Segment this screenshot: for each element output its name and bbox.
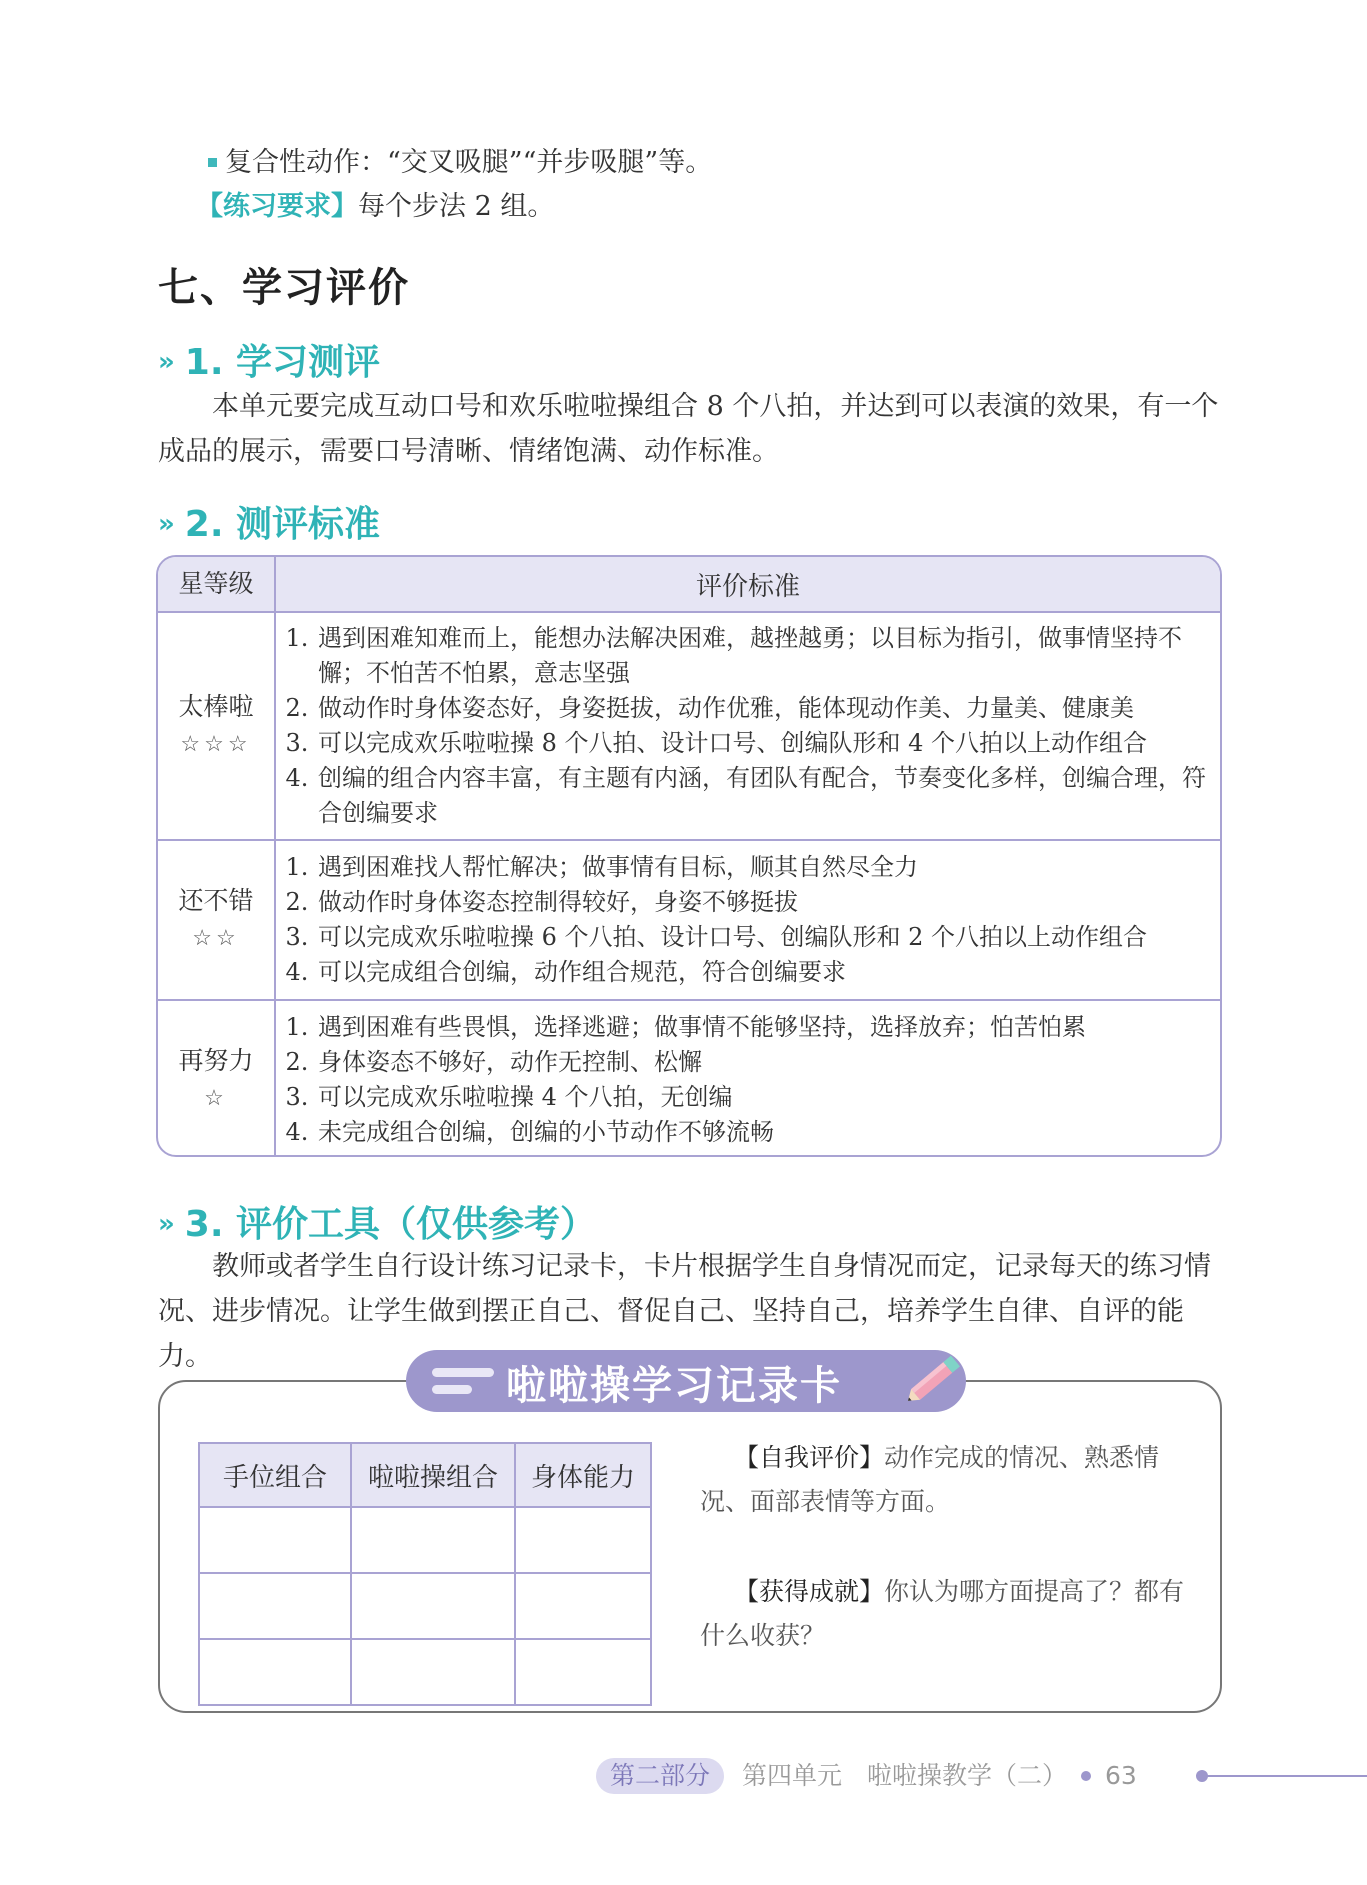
table-cell[interactable] [515, 1573, 651, 1639]
criteria-item: 2. 身体姿态不够好，动作无控制、松懈 [316, 1045, 1210, 1080]
criteria-item: 3. 可以完成欢乐啦啦操 4 个八拍，无创编 [316, 1080, 1210, 1115]
criteria-cell [275, 840, 1220, 1000]
requirement-line [196, 190, 554, 224]
section-heading-1 [158, 334, 380, 385]
requirement-tag: 【练习要求】 [196, 191, 358, 222]
section-paragraph-1: 本单元要完成互动口号和欢乐啦啦操组合 8 个八拍，并达到可以表演的效果，有一个成品的展示，需要口号清晰、情绪饱满、动作标准。 [158, 391, 1219, 467]
footer-dot-icon [1081, 1771, 1091, 1781]
page-footer [596, 1758, 1137, 1794]
criteria-item: 2. 做动作时身体姿态控制得较好，身姿不够挺拔 [316, 885, 1210, 920]
footer-unit: 第四单元 啦啦操教学（二） [742, 1761, 1068, 1790]
table-cell[interactable] [351, 1639, 515, 1705]
criteria-item: 3. 可以完成欢乐啦啦操 8 个八拍、设计口号、创编队形和 4 个八拍以上动作组合 [316, 726, 1210, 761]
chapter-title: 七、学习评价 [158, 264, 410, 311]
footer-rule [1204, 1775, 1367, 1777]
level-label: 再努力 [178, 1045, 254, 1075]
table-row [158, 612, 1220, 840]
section-paragraph-3: 教师或者学生自行设计练习记录卡，卡片根据学生自身情况而定，记录每天的练习情况、进步情况。让学生做到摆正自己、督促自己、坚持自己，培养学生自律、自评的能力。 [158, 1251, 1211, 1372]
table-cell[interactable] [199, 1573, 351, 1639]
record-card-title-banner [406, 1350, 966, 1412]
level-cell [158, 612, 275, 840]
table-cell[interactable] [515, 1507, 651, 1573]
requirement-text: 每个步法 2 组。 [358, 191, 555, 222]
table-cell[interactable] [515, 1639, 651, 1705]
criteria-item: 1. 遇到困难有些畏惧，选择逃避；做事情不能够坚持，选择放弃；怕苦怕累 [316, 1010, 1210, 1045]
table-row [158, 1000, 1220, 1157]
column-header-criteria: 评价标准 [275, 557, 1220, 612]
achievement-tag: 【获得成就】 [734, 1577, 885, 1606]
self-evaluation-text: 动作完成的情况、熟悉情况、面部表情等方面。 [700, 1443, 1160, 1516]
table-row [199, 1639, 651, 1705]
chevron-icon: » [158, 1209, 175, 1239]
criteria-cell [275, 612, 1220, 840]
section-heading-3 [158, 1196, 596, 1247]
self-evaluation-tag: 【自我评价】 [734, 1443, 885, 1472]
record-table-header [199, 1443, 651, 1507]
bullet-item [208, 146, 712, 180]
section-title: 3. 评价工具（仅供参考） [184, 1204, 597, 1245]
column-header: 手位组合 [199, 1443, 351, 1507]
record-table [198, 1442, 652, 1706]
criteria-item: 4. 未完成组合创编，创编的小节动作不够流畅 [316, 1115, 1210, 1150]
section-title: 2. 测评标准 [184, 504, 381, 545]
criteria-cell [275, 1000, 1220, 1157]
level-cell [158, 840, 275, 1000]
star-rating: ☆ [204, 1085, 228, 1111]
column-header: 啦啦操组合 [351, 1443, 515, 1507]
table-cell[interactable] [199, 1639, 351, 1705]
criteria-item: 4. 可以完成组合创编，动作组合规范，符合创编要求 [316, 955, 1210, 990]
star-rating: ☆☆☆ [180, 732, 252, 757]
achievement-text: 你认为哪方面提高了？都有什么收获？ [700, 1577, 1185, 1650]
table-row [158, 840, 1220, 1000]
criteria-item: 1. 遇到困难找人帮忙解决；做事情有目标，顺其自然尽全力 [316, 850, 1210, 885]
level-label: 还不错 [178, 886, 254, 915]
table-row [199, 1573, 651, 1639]
evaluation-table [156, 555, 1222, 1157]
pencil-icon [898, 1348, 970, 1410]
table-header-row [158, 557, 1220, 612]
criteria-item: 4. 创编的组合内容丰富，有主题有内涵，有团队有配合，节奏变化多样，创编合理，符合创编要求 [316, 761, 1210, 831]
table-cell[interactable] [351, 1573, 515, 1639]
title-bars-icon [432, 1368, 494, 1402]
record-card-title: 啦啦操学习记录卡 [506, 1363, 842, 1409]
criteria-item: 3. 可以完成欢乐啦啦操 6 个八拍、设计口号、创编队形和 2 个八拍以上动作组合 [316, 920, 1210, 955]
chevron-icon: » [158, 509, 175, 539]
table-cell[interactable] [351, 1507, 515, 1573]
page-number: 63 [1105, 1761, 1137, 1790]
table-row [199, 1507, 651, 1573]
level-label: 太棒啦 [178, 692, 254, 721]
table-cell[interactable] [199, 1507, 351, 1573]
level-cell [158, 1000, 275, 1157]
criteria-item: 1. 遇到困难知难而上，能想办法解决困难，越挫越勇；以目标为指引，做事情坚持不懈；不怕苦不怕累，意志坚强 [316, 621, 1210, 691]
achievement-note [700, 1570, 1200, 1658]
star-rating: ☆☆ [192, 926, 240, 951]
footer-part-badge: 第二部分 [596, 1758, 724, 1794]
section-title: 1. 学习测评 [184, 342, 381, 383]
self-evaluation-note [700, 1436, 1200, 1524]
bullet-text: 复合性动作：“交叉吸腿”“并步吸腿”等。 [225, 147, 713, 178]
square-bullet-icon [208, 158, 217, 167]
chevron-icon: » [158, 347, 175, 377]
section-heading-2 [158, 496, 380, 547]
column-header: 身体能力 [515, 1443, 651, 1507]
criteria-item: 2. 做动作时身体姿态好，身姿挺拔，动作优雅，能体现动作美、力量美、健康美 [316, 691, 1210, 726]
column-header-level: 星等级 [158, 557, 275, 612]
